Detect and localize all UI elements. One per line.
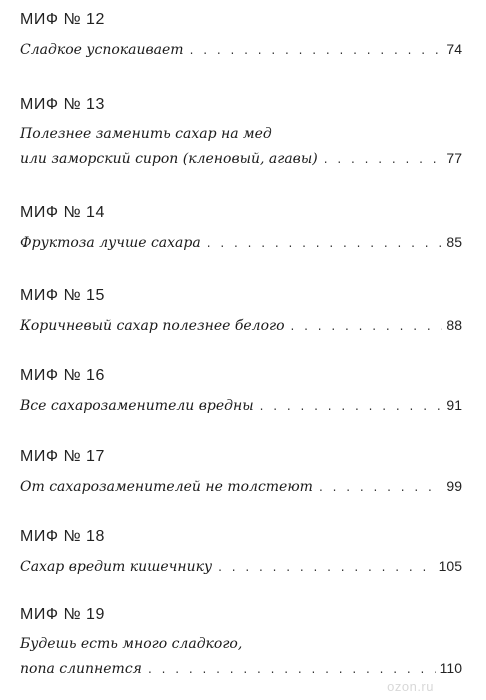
- dot-leader: [218, 557, 435, 577]
- myth-title: попа слипнется: [20, 661, 142, 677]
- myth-title: Сладкое успокаивает: [20, 42, 184, 58]
- toc-entry-myth-17: [20, 447, 462, 496]
- myth-heading: МИФ № 13: [20, 96, 105, 113]
- toc-line: [20, 476, 462, 496]
- dot-leader: [260, 396, 443, 416]
- toc-line: [20, 556, 462, 576]
- page-number: 77: [446, 150, 462, 166]
- myth-title-line: Будешь есть много сладкого,: [20, 636, 243, 652]
- toc-entry-myth-12: [20, 10, 462, 59]
- dot-leader: [190, 40, 443, 60]
- dot-leader: [291, 316, 443, 336]
- myth-heading: МИФ № 19: [20, 606, 105, 623]
- myth-title-line: Полезнее заменить сахар на мед: [20, 126, 272, 142]
- toc-entry-myth-19: [20, 605, 462, 678]
- page-number: 105: [438, 558, 462, 574]
- toc-line: [20, 315, 462, 335]
- dot-leader: [324, 149, 443, 169]
- myth-title: Сахар вредит кишечнику: [20, 559, 213, 575]
- toc-entry-myth-13: [20, 95, 462, 168]
- myth-title: Фруктоза лучше сахара: [20, 235, 201, 251]
- toc-line: [20, 395, 462, 415]
- page-number: 74: [446, 41, 462, 57]
- toc-line: [20, 658, 462, 678]
- toc-entry-myth-16: [20, 366, 462, 415]
- toc-line: [20, 232, 462, 252]
- toc-entry-myth-18: [20, 527, 462, 576]
- myth-heading: МИФ № 18: [20, 528, 105, 545]
- page-number: 110: [439, 660, 462, 676]
- toc-line: [20, 39, 462, 59]
- page-number: 85: [446, 234, 462, 250]
- myth-heading: МИФ № 15: [20, 287, 105, 304]
- myth-heading: МИФ № 12: [20, 11, 105, 28]
- page-number: 99: [446, 478, 462, 494]
- dot-leader: [319, 477, 442, 497]
- myth-heading: МИФ № 16: [20, 367, 105, 384]
- myth-title: Коричневый сахар полезнее белого: [20, 318, 285, 334]
- page-number: 91: [446, 397, 462, 413]
- myth-heading: МИФ № 17: [20, 448, 105, 465]
- toc-entry-myth-15: [20, 286, 462, 335]
- dot-leader: [207, 233, 443, 253]
- myth-title: Все сахарозаменители вредны: [20, 398, 254, 414]
- myth-title: или заморский сироп (кленовый, агавы): [20, 151, 318, 167]
- myth-heading: МИФ № 14: [20, 204, 105, 221]
- toc-entry-myth-14: [20, 203, 462, 252]
- page-number: 88: [446, 317, 462, 333]
- watermark: ozon.ru: [387, 679, 434, 694]
- myth-title: От сахарозаменителей не толстеют: [20, 479, 313, 495]
- toc-line: [20, 148, 462, 168]
- dot-leader: [148, 659, 436, 679]
